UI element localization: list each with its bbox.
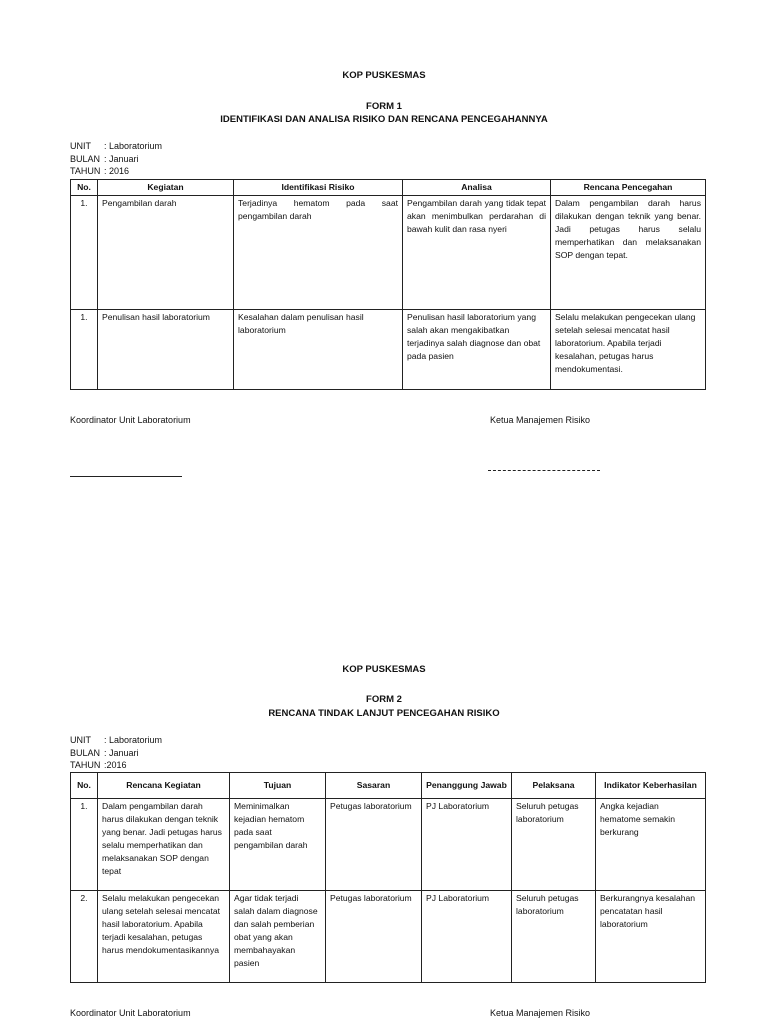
col-header: Indikator Keberhasilan: [596, 773, 706, 799]
form1-number: FORM 1: [366, 101, 402, 112]
table-row: [71, 799, 706, 891]
table-row: [71, 310, 706, 390]
cell-sasaran: Petugas laboratorium: [326, 891, 422, 983]
form2-number: FORM 2: [366, 694, 402, 705]
form2-header-row: [71, 773, 706, 799]
form2-sign-right: Ketua Manajemen Risiko: [490, 1008, 591, 1018]
col-header: Rencana Pencegahan: [551, 180, 706, 196]
form1-title: IDENTIFIKASI DAN ANALISA RISIKO DAN RENCANA PENCEGAHANNYA: [220, 114, 548, 125]
form1-meta: [70, 140, 162, 178]
table-row: [71, 891, 706, 983]
form2-sign-left: Koordinator Unit Laboratorium: [70, 1008, 191, 1018]
cell-tujuan: Meminimalkan kejadian hematom pada saat pengambilan darah: [230, 799, 326, 891]
cell-penanggung-jawab: PJ Laboratorium: [422, 799, 512, 891]
col-header: Identifikasi Risiko: [234, 180, 403, 196]
col-header: Penanggung Jawab: [422, 773, 512, 799]
tahun-value: : 2016: [104, 166, 130, 176]
cell-pencegahan: Dalam pengambilan darah harus dilakukan dengan teknik yang benar. Jadi petugas harus selalu memperhatikan dan melaksanakan SOP dengan tepat.: [551, 196, 706, 310]
tahun-label: TAHUN: [70, 760, 101, 770]
cell-no: 2.: [71, 891, 98, 983]
col-header: Sasaran: [326, 773, 422, 799]
unit-label: UNIT: [70, 735, 91, 745]
form1-header-row: [71, 180, 706, 196]
col-header: Analisa: [403, 180, 551, 196]
col-header: Tujuan: [230, 773, 326, 799]
cell-rencana: Selalu melakukan pengecekan ulang setelah selesai mencatat hasil laboratorium. Apabila terjadi kesalahan, petugas harus mendokumentasikannya: [98, 891, 230, 983]
cell-tujuan: Agar tidak terjadi salah dalam diagnose dan salah pemberian obat yang akan membahayakan pasien: [230, 891, 326, 983]
col-header: No.: [71, 180, 98, 196]
cell-analisa: Penulisan hasil laboratorium yang salah akan mengakibatkan terjadinya salah diagnose dan obat pada pasien: [403, 310, 551, 390]
cell-pelaksana: Seluruh petugas laboratorium: [512, 799, 596, 891]
cell-no: 1.: [71, 310, 98, 390]
col-header: No.: [71, 773, 98, 799]
col-header: Rencana Kegiatan: [98, 773, 230, 799]
bulan-label: BULAN: [70, 153, 101, 164]
tahun-label: TAHUN: [70, 166, 101, 176]
bulan-value: : Januari: [104, 747, 139, 758]
form1-table: [70, 179, 706, 390]
bulan-label: BULAN: [70, 747, 101, 758]
signature-line-left: [70, 476, 182, 477]
form1-sign-right: Ketua Manajemen Risiko: [490, 415, 591, 425]
unit-label: UNIT: [70, 141, 91, 151]
form2-table: [70, 772, 706, 983]
cell-sasaran: Petugas laboratorium: [326, 799, 422, 891]
cell-identifikasi: Kesalahan dalam penulisan hasil laboratorium: [234, 310, 403, 390]
bulan-value: : Januari: [104, 153, 139, 164]
table-row: [71, 196, 706, 310]
cell-pencegahan: Selalu melakukan pengecekan ulang setelah selesai mencatat hasil laboratorium. Apabila terjadi kesalahan, petugas harus mendokumentasi.: [551, 310, 706, 390]
tahun-value: :2016: [104, 760, 127, 770]
form2-title: RENCANA TINDAK LANJUT PENCEGAHAN RISIKO: [268, 708, 500, 719]
col-header: Pelaksana: [512, 773, 596, 799]
cell-kegiatan: Penulisan hasil laboratorium: [98, 310, 234, 390]
col-header: Kegiatan: [98, 180, 234, 196]
unit-value: : Laboratorium: [104, 735, 163, 745]
cell-identifikasi: Terjadinya hematom pada saat pengambilan darah: [234, 196, 403, 310]
cell-no: 1.: [71, 196, 98, 310]
cell-indikator: Berkurangnya kesalahan pencatatan hasil laboratorium: [596, 891, 706, 983]
signature-line-right: [488, 470, 600, 471]
cell-no: 1.: [71, 799, 98, 891]
form1-kop: KOP PUSKESMAS: [342, 70, 426, 81]
cell-pelaksana: Seluruh petugas laboratorium: [512, 891, 596, 983]
unit-value: : Laboratorium: [104, 141, 163, 151]
form1-sign-left: Koordinator Unit Laboratorium: [70, 415, 191, 425]
cell-analisa: Pengambilan darah yang tidak tepat akan menimbulkan perdarahan di bawah kulit dan rasa nyeri: [403, 196, 551, 310]
cell-indikator: Angka kejadian hematome semakin berkurang: [596, 799, 706, 891]
cell-penanggung-jawab: PJ Laboratorium: [422, 891, 512, 983]
form2-kop: KOP PUSKESMAS: [342, 664, 426, 675]
form2-meta: [70, 734, 162, 772]
cell-rencana: Dalam pengambilan darah harus dilakukan dengan teknik yang benar. Jadi petugas harus selalu memperhatikan dan melaksanakan SOP dengan tepat: [98, 799, 230, 891]
cell-kegiatan: Pengambilan darah: [98, 196, 234, 310]
